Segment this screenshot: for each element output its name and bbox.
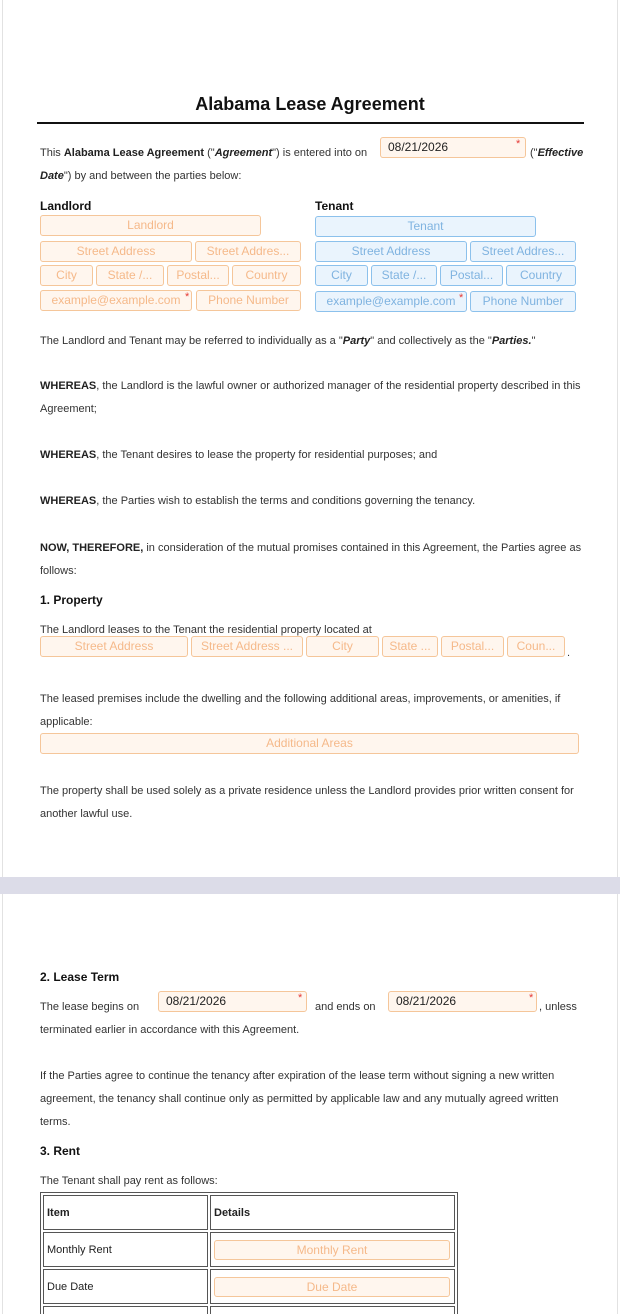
table-cell <box>210 1232 455 1267</box>
property-country-field[interactable]: Coun... <box>507 636 565 657</box>
column-header-item: Item <box>43 1195 208 1230</box>
terminated-text: terminated earlier in accordance with this Agreement. <box>40 1024 300 1036</box>
page-separator <box>0 877 620 894</box>
property-location-text: The Landlord leases to the Tenant the residential property located at <box>40 624 372 636</box>
row-label-due-date: Due Date <box>43 1269 208 1304</box>
document-title: Alabama Lease Agreement <box>195 94 425 114</box>
parties-definition: The Landlord and Tenant may be referred to individually as a "Party" and collectively as the "Parties." <box>40 335 536 347</box>
required-marker: * <box>516 138 521 150</box>
property-postal-field[interactable]: Postal... <box>441 636 504 657</box>
landlord-street-address-2-field[interactable]: Street Addres... <box>195 241 301 262</box>
lease-begins-text: The lease begins on <box>40 1001 140 1013</box>
table-cell <box>210 1306 455 1314</box>
tenant-name-field[interactable]: Tenant <box>315 216 536 237</box>
intro-line-1: This Alabama Lease Agreement ("Agreement") is entered into on <box>40 147 368 159</box>
table-row <box>43 1232 455 1267</box>
rent-table <box>40 1192 458 1314</box>
property-street-address-field[interactable]: Street Address <box>40 636 188 657</box>
section-3-heading: 3. Rent <box>40 1144 81 1158</box>
tenant-street-address-field[interactable]: Street Address <box>315 241 467 262</box>
table-header-row <box>43 1195 455 1230</box>
intro-line-2: Date") by and between the parties below: <box>40 170 242 182</box>
table-row <box>43 1269 455 1304</box>
tenant-email-field[interactable]: example@example.com <box>315 291 467 312</box>
required-marker: * <box>459 292 464 304</box>
premises-text: The leased premises include the dwelling and the following additional areas, improvements, or amenities, if applicable: <box>40 693 561 728</box>
landlord-heading: Landlord <box>40 199 92 213</box>
required-marker: * <box>298 992 303 1004</box>
property-street-address-2-field[interactable]: Street Address ... <box>191 636 303 657</box>
landlord-postal-field[interactable]: Postal... <box>167 265 229 286</box>
tenant-phone-field[interactable]: Phone Number <box>470 291 576 312</box>
whereas-clause-3: WHEREAS, the Parties wish to establish the terms and conditions governing the tenancy. <box>40 495 476 507</box>
tenant-postal-field[interactable]: Postal... <box>440 265 503 286</box>
whereas-clause-1: WHEREAS, the Landlord is the lawful owner or authorized manager of the residential property described in this Agreement; <box>40 380 581 415</box>
required-marker: * <box>529 992 534 1004</box>
section-1-heading: 1. Property <box>40 593 103 607</box>
table-row <box>43 1306 455 1314</box>
tenant-heading: Tenant <box>315 199 354 213</box>
property-use-text: The property shall be used solely as a private residence unless the Landlord provides prior written consent for another lawful use. <box>40 785 574 820</box>
tenant-street-address-2-field[interactable]: Street Addres... <box>470 241 576 262</box>
column-header-details: Details <box>210 1195 455 1230</box>
additional-areas-field[interactable]: Additional Areas <box>40 733 579 754</box>
table-cell <box>210 1269 455 1304</box>
property-city-field[interactable]: City <box>306 636 379 657</box>
required-marker: * <box>185 291 190 303</box>
rent-intro-text: The Tenant shall pay rent as follows: <box>40 1175 218 1187</box>
landlord-country-field[interactable]: Country <box>232 265 301 286</box>
landlord-name-field[interactable]: Landlord <box>40 215 261 236</box>
now-therefore-clause: NOW, THEREFORE, in consideration of the mutual promises contained in this Agreement, the Parties agree as follows: <box>40 542 582 577</box>
landlord-city-field[interactable]: City <box>40 265 93 286</box>
intro-effective-label: ("Effective <box>530 147 584 159</box>
table-cell <box>43 1306 208 1314</box>
lease-ends-text: and ends on <box>315 1001 376 1013</box>
due-date-field[interactable]: Due Date <box>214 1277 450 1297</box>
lease-end-date-field[interactable]: 08/21/2026 <box>388 991 537 1012</box>
tenant-country-field[interactable]: Country <box>506 265 576 286</box>
tenant-city-field[interactable]: City <box>315 265 368 286</box>
tenant-state-field[interactable]: State /... <box>371 265 437 286</box>
property-state-field[interactable]: State ... <box>382 636 438 657</box>
lease-start-date-field[interactable]: 08/21/2026 <box>158 991 307 1012</box>
section-2-heading: 2. Lease Term <box>40 970 120 984</box>
title-divider <box>37 122 584 124</box>
landlord-phone-field[interactable]: Phone Number <box>196 290 301 311</box>
whereas-clause-2: WHEREAS, the Tenant desires to lease the property for residential purposes; and <box>40 449 438 461</box>
monthly-rent-field[interactable]: Monthly Rent <box>214 1240 450 1260</box>
landlord-street-address-field[interactable]: Street Address <box>40 241 192 262</box>
unless-text: , unless <box>539 1001 577 1013</box>
sentence-period: . <box>567 647 571 659</box>
effective-date-field[interactable]: 08/21/2026 <box>380 137 526 158</box>
holdover-text: If the Parties agree to continue the tenancy after expiration of the lease term without signing a new written agreement, the tenancy shall continue only as permitted by applicable law and any mutually agreed written terms. <box>40 1070 559 1128</box>
landlord-state-field[interactable]: State /... <box>96 265 164 286</box>
row-label-monthly-rent: Monthly Rent <box>43 1232 208 1267</box>
landlord-email-field[interactable]: example@example.com <box>40 290 192 311</box>
